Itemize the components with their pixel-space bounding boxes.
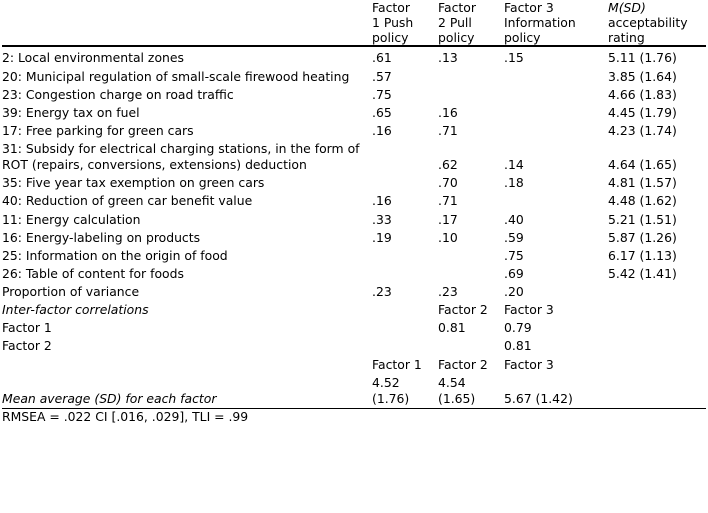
interfactor-head-factor3: Factor 3 xyxy=(504,302,554,318)
row-item-label: 20: Municipal regulation of small-scale firewood heating xyxy=(2,68,350,84)
interfactor-empty-f1 xyxy=(372,301,438,319)
mean-head-factor2: Factor 2 xyxy=(438,356,488,372)
row-factor2-value: .71 xyxy=(438,193,458,209)
row-factor1-value: .75 xyxy=(372,86,392,102)
interfactor-row-label: Factor 1 xyxy=(2,320,52,336)
mean-header-empty xyxy=(2,356,372,374)
row-msd-value: 4.23 (1.74) xyxy=(608,122,677,138)
row-msd-value: 5.21 (1.51) xyxy=(608,211,677,227)
header-msd-line3: rating xyxy=(608,30,645,46)
row-factor3-value: .40 xyxy=(504,211,524,227)
row-item-label: 35: Five year tax exemption on green cars xyxy=(2,175,265,191)
mean-factor2-value: 4.54 xyxy=(438,374,466,390)
header-factor1-line3: policy xyxy=(372,30,409,46)
table-row xyxy=(2,265,706,283)
mean-average-row xyxy=(2,374,706,409)
interfactor-row-f2: 0.81 xyxy=(438,320,466,336)
row-item-label: 17: Free parking for green cars xyxy=(2,122,194,138)
variance-factor3: .20 xyxy=(504,284,524,299)
row-item-label: 25: Information on the origin of food xyxy=(2,247,228,263)
row-item-label: 26: Table of content for foods xyxy=(2,265,184,281)
row-factor1-value: .16 xyxy=(372,193,392,209)
row-msd-value: 4.45 (1.79) xyxy=(608,104,677,120)
interfactor-row xyxy=(2,319,706,337)
interfactor-row-empty xyxy=(372,337,438,355)
header-factor2-line2: 2 Pull xyxy=(438,15,472,31)
row-factor1-value: .16 xyxy=(372,122,392,138)
mean-factor3 xyxy=(504,374,608,409)
mean-factor1 xyxy=(372,374,438,409)
variance-msd xyxy=(608,283,706,301)
header-msd-m: M xyxy=(608,0,619,15)
interfactor-row-empty xyxy=(372,319,438,337)
table-row xyxy=(2,122,706,140)
row-item-label: 11: Energy calculation xyxy=(2,211,141,227)
mean-factor3-value: 5.67 (1.42) xyxy=(504,390,573,406)
table-row xyxy=(2,192,706,210)
row-msd-value: 6.17 (1.13) xyxy=(608,247,677,263)
header-factor3-line3: policy xyxy=(504,30,541,46)
interfactor-row-f3: 0.79 xyxy=(504,320,532,336)
row-factor3-value: .59 xyxy=(504,229,524,245)
header-msd xyxy=(608,0,706,46)
header-msd-rest: acceptability xyxy=(608,15,688,31)
row-item-label: 2: Local environmental zones xyxy=(2,50,184,66)
table-row xyxy=(2,211,706,229)
variance-factor1: .23 xyxy=(372,284,392,299)
header-factor1-line1: Factor xyxy=(372,0,410,15)
interfactor-row-f3: 0.81 xyxy=(504,338,532,354)
row-msd-value: 4.64 (1.65) xyxy=(608,157,677,173)
mean-factor2-sd: (1.65) xyxy=(438,390,476,406)
header-row xyxy=(2,0,706,46)
mean-factor2 xyxy=(438,374,504,409)
row-factor1-value xyxy=(372,247,438,265)
table-body xyxy=(2,49,706,408)
footnote-row xyxy=(2,409,706,424)
row-factor2-value: .17 xyxy=(438,211,458,227)
row-msd-value: 3.85 (1.64) xyxy=(608,68,677,84)
row-factor3-value xyxy=(504,192,608,210)
table-row xyxy=(2,229,706,247)
mean-average-label: Mean average (SD) for each factor xyxy=(2,390,217,406)
variance-factor2: .23 xyxy=(438,284,458,299)
row-factor3-value: .18 xyxy=(504,175,524,191)
header-factor3-line2: Information xyxy=(504,15,576,31)
table-row xyxy=(2,104,706,122)
header-factor3-line1: Factor 3 xyxy=(504,0,554,15)
row-item-label: 23: Congestion charge on road traffic xyxy=(2,86,234,102)
row-factor2-value: .70 xyxy=(438,175,458,191)
row-factor3-value xyxy=(504,68,608,86)
row-factor1-value xyxy=(372,174,438,192)
row-factor3-value xyxy=(504,86,608,104)
row-factor1-value: .33 xyxy=(372,211,392,227)
table-row xyxy=(2,247,706,265)
variance-row xyxy=(2,283,706,301)
row-msd-value: 5.87 (1.26) xyxy=(608,229,677,245)
row-factor2-value xyxy=(438,86,504,104)
row-factor2-value xyxy=(438,265,504,283)
row-factor2-value: .10 xyxy=(438,229,458,245)
row-factor1-value xyxy=(372,265,438,283)
row-factor3-value: .75 xyxy=(504,247,524,263)
row-factor3-value xyxy=(504,104,608,122)
interfactor-head-factor2: Factor 2 xyxy=(438,302,488,318)
header-factor1-line2: 1 Push xyxy=(372,15,414,31)
interfactor-row xyxy=(2,337,706,355)
mean-head-factor3: Factor 3 xyxy=(504,356,554,372)
row-factor2-value xyxy=(438,68,504,86)
mean-head-empty-msd xyxy=(608,356,706,374)
interfactor-row-label: Factor 2 xyxy=(2,338,52,354)
interfactor-empty-msd xyxy=(608,301,706,319)
row-msd-value: 4.81 (1.57) xyxy=(608,175,677,191)
header-factor1 xyxy=(372,0,438,46)
mean-head-factor1: Factor 1 xyxy=(372,356,422,372)
row-factor2-value xyxy=(438,247,504,265)
interfactor-row-f2 xyxy=(438,337,504,355)
header-factor3 xyxy=(504,0,608,46)
mean-header-row xyxy=(2,356,706,374)
table-footnote: RMSEA = .022 CI [.016, .029], TLI = .99 xyxy=(2,408,249,424)
header-msd-sd: (SD) xyxy=(618,0,646,15)
table-row xyxy=(2,49,706,67)
row-item-label: 40: Reduction of green car benefit value xyxy=(2,193,253,209)
table-header xyxy=(2,0,706,46)
interfactor-label: Inter-factor correlations xyxy=(2,302,149,318)
mean-factor1-sd: (1.76) xyxy=(372,390,410,406)
row-msd-value: 4.48 (1.62) xyxy=(608,193,677,209)
header-factor2 xyxy=(438,0,504,46)
row-factor1-value: .57 xyxy=(372,68,392,84)
row-item-label: 16: Energy-labeling on products xyxy=(2,229,201,245)
row-factor2-value: .71 xyxy=(438,122,458,138)
table-row xyxy=(2,174,706,192)
row-msd-value: 4.66 (1.83) xyxy=(608,86,677,102)
variance-label: Proportion of variance xyxy=(2,284,140,299)
mean-msd-empty xyxy=(608,374,706,409)
row-factor1-value: .19 xyxy=(372,229,392,245)
row-msd-value: 5.11 (1.76) xyxy=(608,50,677,66)
row-factor1-value xyxy=(372,140,438,174)
table-row xyxy=(2,86,706,104)
row-factor2-value: .16 xyxy=(438,104,458,120)
row-factor1-value: .61 xyxy=(372,50,392,66)
row-msd-value: 5.42 (1.41) xyxy=(608,265,677,281)
mean-factor1-value: 4.52 xyxy=(372,374,400,390)
table-row xyxy=(2,68,706,86)
interfactor-row-msd xyxy=(608,337,706,355)
row-factor3-value: .14 xyxy=(504,157,524,173)
table-row xyxy=(2,140,706,174)
row-factor3-value xyxy=(504,122,608,140)
header-factor2-line3: policy xyxy=(438,30,475,46)
row-item-label: 31: Subsidy for electrical charging stations, in the form of ROT (repairs, conversions, extensions) deduction xyxy=(2,141,360,173)
header-factor2-line1: Factor xyxy=(438,0,476,15)
interfactor-row-msd xyxy=(608,319,706,337)
row-factor1-value: .65 xyxy=(372,104,392,120)
header-item-column xyxy=(2,0,372,46)
interfactor-header-row xyxy=(2,301,706,319)
row-factor3-value: .69 xyxy=(504,265,524,281)
row-factor3-value: .15 xyxy=(504,50,524,66)
row-item-label: 39: Energy tax on fuel xyxy=(2,104,140,120)
row-factor2-value: .62 xyxy=(438,157,458,173)
factor-analysis-table xyxy=(2,0,706,424)
row-factor2-value: .13 xyxy=(438,50,458,66)
